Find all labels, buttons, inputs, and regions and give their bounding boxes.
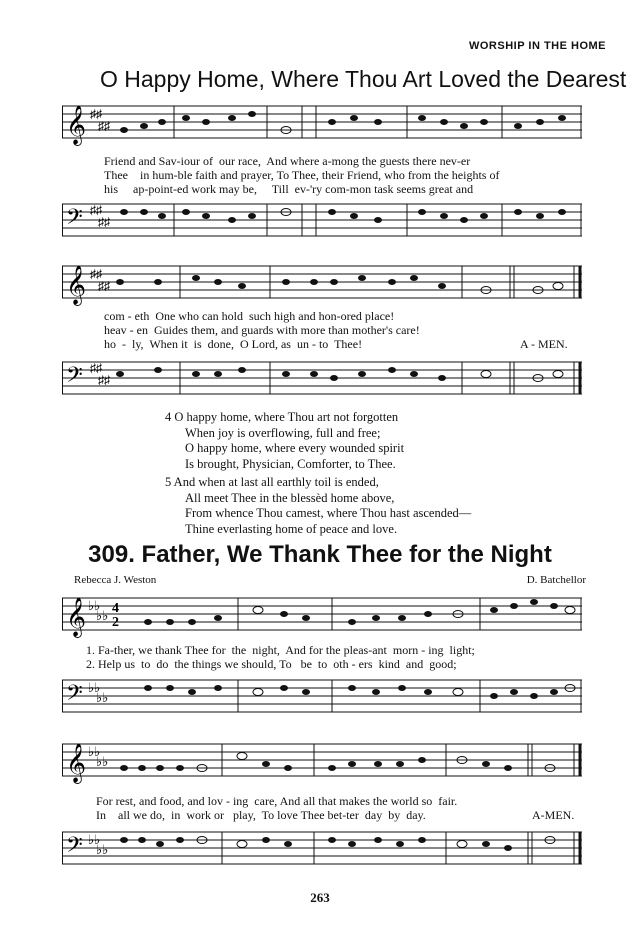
- hymn1-verse-5: [165, 475, 471, 537]
- hymn2-amen: A-MEN.: [532, 808, 575, 822]
- svg-text:♯♯: ♯♯: [90, 203, 102, 217]
- hymn2-lyric-line: 2. Help us to do the things we should, To be to oth - ers kind and good;: [86, 657, 457, 671]
- hymn1-verse-4: [165, 410, 404, 472]
- hymn2-bass-staff-1: [62, 672, 588, 724]
- svg-text:𝄞: 𝄞: [66, 105, 87, 145]
- hymn1-lyric-line: heav - en Guides them, and guards with more than mother's care!: [104, 323, 420, 337]
- hymn-author: Rebecca J. Weston: [74, 574, 157, 586]
- hymn2-lyric-line: 1. Fa-ther, we thank Thee for the night, And for the pleas-ant morn - ing light;: [86, 643, 475, 657]
- svg-text:♭♭: ♭♭: [88, 832, 101, 847]
- verse-line: When joy is overflowing, full and free;: [185, 425, 381, 440]
- verse-line: 4 O happy home, where Thou art not forgotten: [165, 410, 399, 424]
- svg-text:♯♯: ♯♯: [98, 119, 110, 133]
- svg-text:♯♯: ♯♯: [98, 373, 110, 387]
- svg-text:♭♭: ♭♭: [96, 690, 109, 705]
- hymn1-treble-staff-2: [62, 256, 588, 308]
- svg-text:♯♯: ♯♯: [90, 107, 102, 121]
- hymn1-lyric-line: com - eth One who can hold such high and hon-ored place!: [104, 309, 395, 323]
- svg-text:♭♭: ♭♭: [96, 842, 109, 857]
- hymn2-treble-staff-2: [62, 736, 588, 788]
- hymn1-lyric-line: his ap-point-ed work may be, Till ev-'ry com-mon task seems great and: [104, 182, 474, 196]
- svg-text:♭♭: ♭♭: [96, 754, 109, 769]
- verse-line: All meet Thee in the blessèd home above,: [185, 490, 395, 505]
- hymn1-treble-staff-1: [62, 96, 588, 148]
- svg-text:𝄢: 𝄢: [66, 681, 83, 711]
- svg-text:𝄞: 𝄞: [66, 743, 87, 783]
- svg-text:𝄢: 𝄢: [66, 363, 83, 393]
- hymn-title: 309. Father, We Thank Thee for the Night: [88, 541, 552, 568]
- svg-text:♭♭: ♭♭: [88, 744, 101, 759]
- hymn-title: O Happy Home, Where Thou Art Loved the Dearest: [100, 66, 627, 92]
- hymn1-lyric-line: Friend and Sav-iour of our race, And where a-mong the guests there nev-er: [104, 154, 471, 168]
- section-heading: WORSHIP IN THE HOME: [468, 40, 606, 52]
- svg-text:♭♭: ♭♭: [88, 598, 101, 613]
- hymn1-bass-staff-2: [62, 354, 588, 406]
- svg-text:𝄢: 𝄢: [66, 833, 83, 863]
- svg-text:♯♯: ♯♯: [90, 267, 102, 281]
- svg-text:♯♯: ♯♯: [98, 215, 110, 229]
- hymn1-lyric-line: Thee in hum-ble faith and prayer, To Thee, their Friend, who from the heights of: [104, 168, 500, 182]
- svg-text:𝄞: 𝄞: [66, 265, 87, 305]
- hymn2-lyric-line: In all we do, in work or play, To love Thee bet-ter day by day.: [96, 808, 426, 822]
- verse-line: Thine everlasting home of peace and love.: [185, 521, 398, 536]
- svg-text:𝄢: 𝄢: [66, 205, 83, 235]
- hymn1-lyric-line: ho - ly, When it is done, O Lord, as un - to Thee!: [104, 337, 363, 351]
- hymn-composer: D. Batchellor: [526, 574, 586, 586]
- verse-line: From whence Thou camest, where Thou hast ascended—: [185, 506, 472, 520]
- page-number: 263: [310, 890, 330, 905]
- svg-text:2: 2: [112, 615, 119, 630]
- hymn2-bass-staff-2: [62, 824, 588, 876]
- svg-text:♭♭: ♭♭: [96, 608, 109, 623]
- hymn2-lyric-line: For rest, and food, and lov - ing care, And all that makes the world so fair.: [96, 794, 458, 808]
- svg-text:♯♯: ♯♯: [90, 361, 102, 375]
- hymn1-amen: A - MEN.: [520, 337, 568, 351]
- svg-text:♯♯: ♯♯: [98, 279, 110, 293]
- svg-text:4: 4: [112, 601, 119, 616]
- svg-text:𝄞: 𝄞: [66, 597, 87, 637]
- verse-line: Is brought, Physician, Comforter, to Thee.: [185, 456, 396, 471]
- hymn2-treble-staff-1: [62, 590, 588, 642]
- verse-line: 5 And when at last all earthly toil is ended,: [165, 475, 379, 489]
- verse-line: O happy home, where every wounded spirit: [185, 441, 405, 455]
- hymn1-bass-staff-1: [62, 196, 588, 248]
- svg-text:♭♭: ♭♭: [88, 680, 101, 695]
